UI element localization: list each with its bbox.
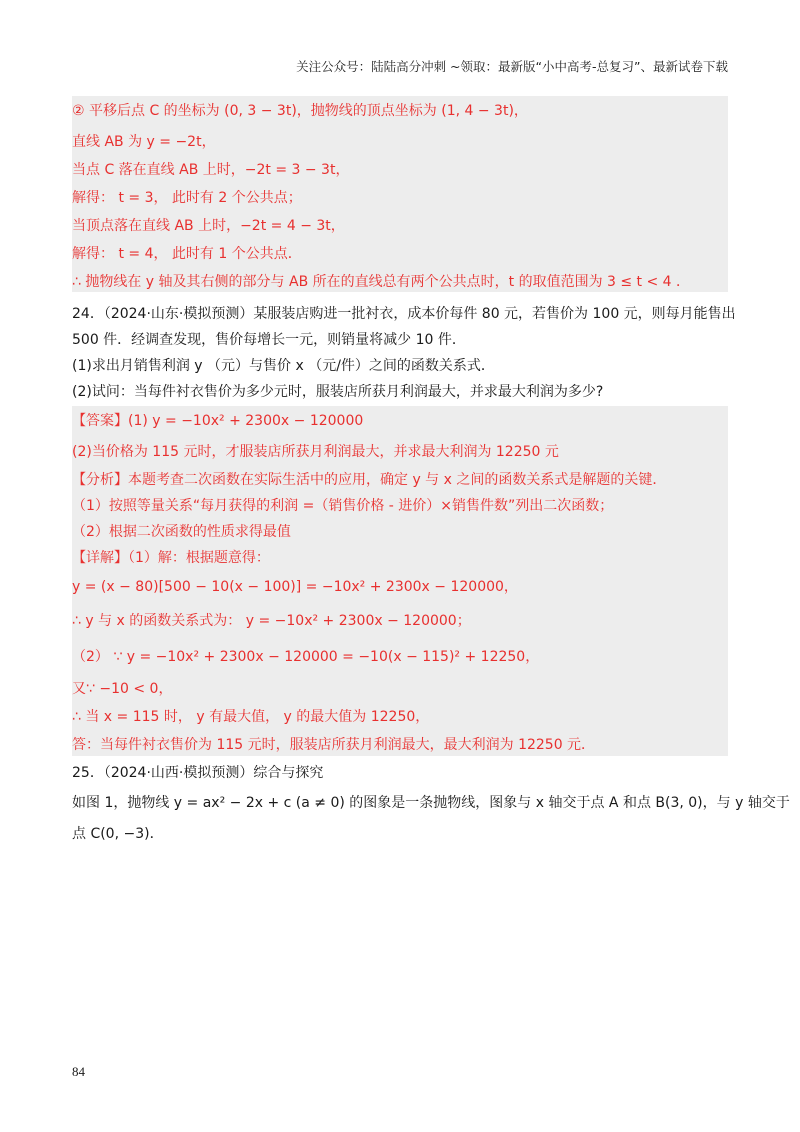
answer-line-2: (2)当价格为 115 元时，才服装店所获月利润最大，并求最大利润为 12250 元	[72, 444, 559, 460]
detail-equation-3: （2） ∵ y = −10x² + 2300x − 120000 = −10(x − 115)² + 12250，	[72, 649, 540, 665]
detail-condition: 又∵ −10 < 0，	[72, 681, 173, 697]
detail-equation-2: ∴ y 与 x 的函数关系式为： y = −10x² + 2300x − 120000；	[72, 613, 471, 629]
q25-stem-line-1: 25．（2024·山西·模拟预测）综合与探究	[72, 765, 324, 781]
q24-subquestion-1: (1)求出月销售利润 y （元）与售价 x （元/件）之间的函数关系式．	[72, 358, 495, 374]
detail-conclusion: ∴ 当 x = 115 时， y 有最大值， y 的最大值为 12250，	[72, 709, 430, 725]
detail-heading: 【详解】（1）解：根据题意得：	[72, 550, 270, 566]
q24-subquestion-2: (2)试问：当每件衬衣售价为多少元时，服装店所获月利润最大，并求最大利润为多少?	[72, 384, 604, 400]
q25-stem-line-3: 点 C(0, −3)．	[72, 826, 164, 842]
page-header: 关注公众号：陆陆高分冲刺 ~领取：最新版“小中高考-总复习”、最新试卷下载	[296, 59, 728, 74]
final-answer: 答：当每件衬衣售价为 115 元时，服装店所获月利润最大，最大利润为 12250 元．	[72, 737, 596, 753]
block1-line-7: ∴ 抛物线在 y 轴及其右侧的部分与 AB 所在的直线总有两个公共点时，t 的取值范围为 3 ≤ t < 4 ．	[72, 274, 691, 290]
page-number: 84	[72, 1064, 85, 1079]
q24-stem-line-1: 24．（2024·山东·模拟预测）某服装店购进一批衬衣，成本价每件 80 元，若售价为 100 元，则每月能售出	[72, 306, 736, 322]
analysis-step-1: （1）按照等量关系“每月获得的利润 =（销售价格 - 进价）×销售件数”列出二次函数；	[72, 498, 614, 514]
block1-line-3: 当点 C 落在直线 AB 上时，−2t = 3 − 3t，	[72, 162, 350, 178]
block1-line-5: 当顶点落在直线 AB 上时，−2t = 4 − 3t，	[72, 218, 345, 234]
block1-line-1: ② 平移后点 C 的坐标为 (0, 3 − 3t)，抛物线的顶点坐标为 (1, 4 − 3t)，	[72, 103, 528, 119]
q24-stem-line-2: 500 件．经调查发现，售价每增长一元，则销量将减少 10 件．	[72, 332, 466, 348]
block1-line-6: 解得： t = 4， 此时有 1 个公共点．	[72, 246, 302, 262]
answer-line-1: 【答案】(1) y = −10x² + 2300x − 120000	[72, 413, 364, 429]
analysis-line: 【分析】本题考查二次函数在实际生活中的应用，确定 y 与 x 之间的函数关系式是解题的关键．	[72, 472, 667, 488]
block1-line-2: 直线 AB 为 y = −2t，	[72, 134, 216, 150]
analysis-step-2: （2）根据二次函数的性质求得最值	[72, 524, 291, 540]
q25-stem-line-2: 如图 1，抛物线 y = ax² − 2x + c (a ≠ 0) 的图象是一条抛物线，图象与 x 轴交于点 A 和点 B(3, 0)，与 y 轴交于	[72, 795, 790, 811]
detail-equation-1: y = (x − 80)[500 − 10(x − 100)] = −10x² + 2300x − 120000，	[72, 579, 518, 595]
block1-line-4: 解得： t = 3， 此时有 2 个公共点；	[72, 190, 302, 206]
